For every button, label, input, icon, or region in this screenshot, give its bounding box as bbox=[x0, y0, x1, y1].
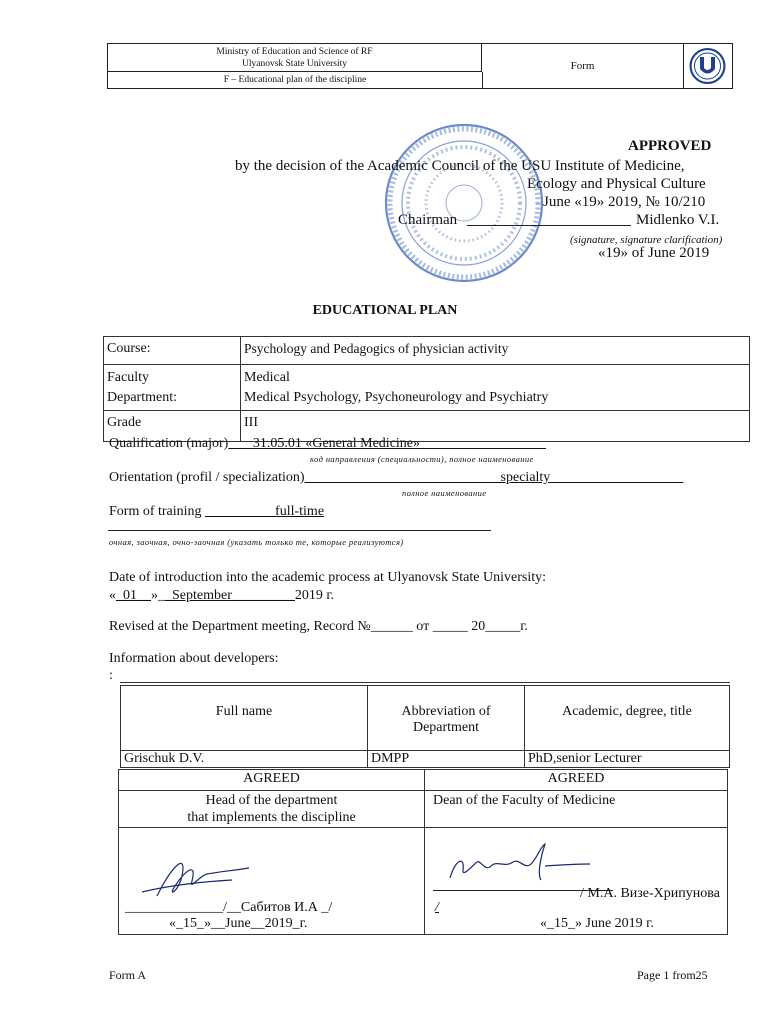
approval-line-1: by the decision of the Academic Council of the USU Institute of Medicine, bbox=[235, 158, 685, 174]
chairman-signature-line bbox=[467, 225, 631, 226]
signature-note: (signature, signature clarification) bbox=[570, 234, 723, 246]
orientation-value: specialty bbox=[500, 470, 551, 485]
agreed-left-role bbox=[119, 791, 425, 828]
faculty-row bbox=[104, 365, 750, 411]
introduction-line-1: Date of introduction into the academic process at Ulyanovsk State University: bbox=[109, 570, 546, 585]
qualification-value: 31.05.01 «General Medicine» bbox=[252, 436, 421, 451]
plan-title: EDUCATIONAL PLAN bbox=[312, 303, 458, 318]
doc-type-text: F – Educational plan of the discipline bbox=[108, 72, 483, 88]
qualification-note: код направления (специальности), полное наименование bbox=[310, 454, 534, 464]
footer-form-label: Form A bbox=[109, 968, 147, 982]
chairman-name: Midlenko V.I. bbox=[636, 212, 720, 228]
official-seal bbox=[375, 122, 553, 284]
left-agreed-date: «_15_»__June__2019_г. bbox=[169, 916, 308, 931]
footer-page-number: Page 1 from25 bbox=[637, 968, 708, 982]
faculty-value: Medical bbox=[244, 370, 290, 385]
developers-top-rule bbox=[120, 682, 730, 683]
right-signature-name: / М.А. Визе-Хрипунова bbox=[580, 886, 720, 901]
training-line bbox=[109, 504, 324, 520]
revised-line: Revised at the Department meeting, Record №______ от _____ 20_____г. bbox=[109, 619, 528, 634]
university-text: Ulyanovsk State University bbox=[241, 59, 347, 69]
left-role-line-1: Head of the department bbox=[205, 793, 338, 808]
right-signature-cell bbox=[425, 828, 728, 935]
faculty-department-values bbox=[241, 365, 750, 411]
agreed-table bbox=[118, 769, 728, 935]
developer-row bbox=[121, 751, 730, 768]
department-value: Medical Psychology, Psychoneurology and Psychiatry bbox=[244, 390, 549, 405]
approved-label: APPROVED bbox=[628, 138, 712, 154]
right-handwritten-signature bbox=[445, 840, 605, 890]
developers-label: Information about developers: bbox=[109, 651, 279, 666]
grade-value: III bbox=[241, 411, 750, 442]
course-table bbox=[103, 336, 750, 442]
developers-colon: : bbox=[109, 668, 113, 683]
agreed-left-title: AGREED bbox=[119, 770, 425, 791]
faculty-label: Faculty bbox=[107, 370, 149, 385]
agreed-signature-row bbox=[119, 828, 728, 935]
intro-month: September bbox=[172, 588, 232, 603]
approval-line-2: Ecology and Physical Culture bbox=[527, 176, 706, 192]
developer-name: Grischuk D.V. bbox=[121, 751, 368, 768]
agreed-right-role: Dean of the Faculty of Medicine bbox=[425, 791, 728, 828]
agreed-title-row bbox=[119, 770, 728, 791]
qualification-line bbox=[109, 436, 546, 452]
developers-header-row bbox=[121, 686, 730, 751]
document-header bbox=[107, 43, 733, 89]
approval-date: «19» of June 2019 bbox=[598, 245, 710, 261]
header-full-name: Full name bbox=[121, 686, 368, 751]
intro-day: 01 bbox=[123, 588, 137, 603]
chairman-label: Chairman bbox=[398, 212, 458, 228]
orientation-label: Orientation (profil / specialization) bbox=[109, 470, 305, 485]
header-abbreviation: Abbreviation of Department bbox=[368, 686, 525, 751]
right-agreed-date: «_15_» June 2019 г. bbox=[540, 916, 654, 931]
header-academic-degree: Academic, degree, title bbox=[525, 686, 730, 751]
training-underline bbox=[108, 530, 491, 531]
university-logo bbox=[683, 44, 732, 88]
course-row bbox=[104, 337, 750, 365]
training-note: очная, заочная, очно-заочная (указать только те, которые реализуются) bbox=[109, 537, 404, 547]
developers-table bbox=[120, 685, 730, 768]
approval-line-3: June «19» 2019, № 10/210 bbox=[543, 194, 706, 210]
left-handwritten-signature bbox=[137, 846, 257, 906]
left-signature-cell bbox=[119, 828, 425, 935]
grade-label: Grade bbox=[104, 411, 241, 442]
course-value: Psychology and Pedagogics of physician activity bbox=[241, 337, 750, 365]
header-ministry-cell bbox=[108, 44, 482, 72]
left-role-line-2: that implements the discipline bbox=[187, 810, 356, 825]
faculty-department-labels bbox=[104, 365, 241, 411]
agreed-right-title: AGREED bbox=[425, 770, 728, 791]
department-label: Department: bbox=[107, 390, 177, 405]
ministry-text: Ministry of Education and Science of RF bbox=[216, 47, 373, 57]
introduction-line-2: «_01__»__September_________2019 г. bbox=[109, 588, 335, 603]
left-signature-line: ______________/__Сабитов И.А _/ bbox=[125, 900, 333, 915]
intro-year: 2019 г. bbox=[294, 588, 335, 603]
qualification-label: Qualification (major) bbox=[109, 436, 229, 451]
orientation-line bbox=[109, 470, 683, 486]
right-signature-slash: / bbox=[435, 900, 439, 915]
developer-department: DMPP bbox=[368, 751, 525, 768]
course-label: Course: bbox=[104, 337, 241, 365]
agreed-role-row bbox=[119, 791, 728, 828]
form-label: Form bbox=[482, 44, 684, 88]
orientation-note: полное наименование bbox=[402, 488, 487, 498]
training-label: Form of training bbox=[109, 504, 202, 519]
training-value: full-time bbox=[275, 504, 325, 519]
developer-degree: PhD,senior Lecturer bbox=[525, 751, 730, 768]
